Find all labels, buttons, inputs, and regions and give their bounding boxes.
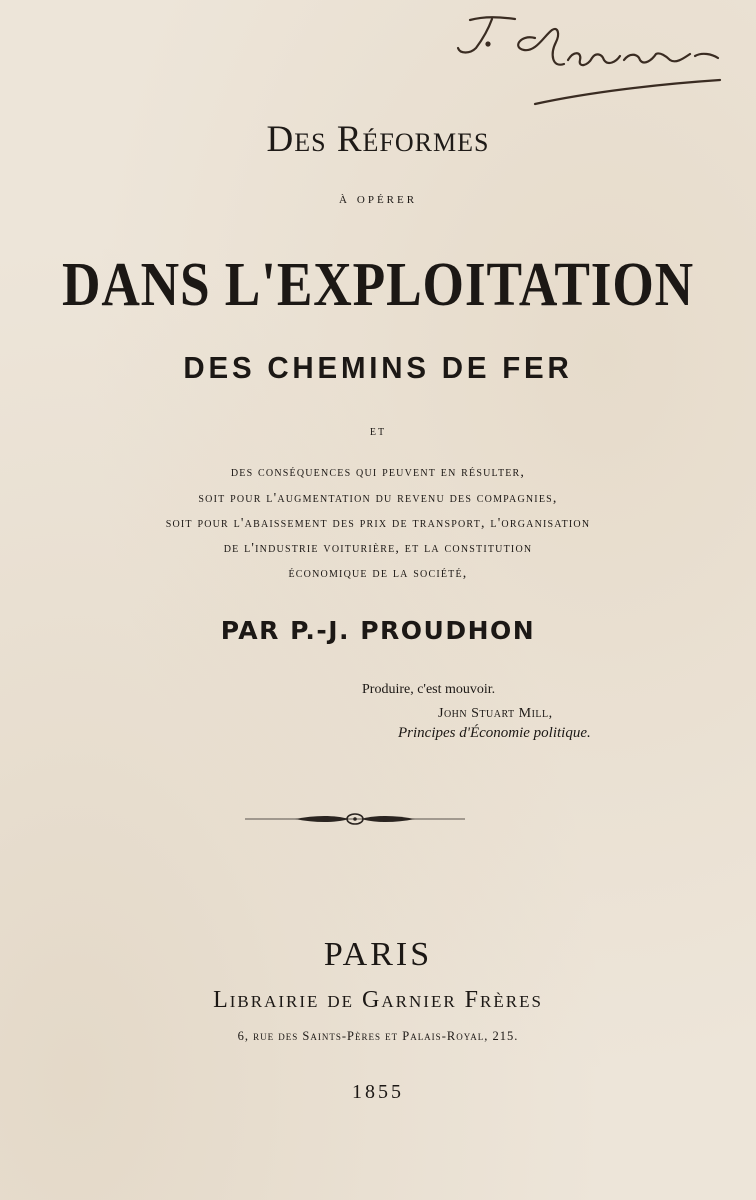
- epigraph-quote: Produire, c'est mouvoir.: [362, 682, 496, 697]
- imprint-year: 1855: [352, 1081, 404, 1103]
- epigraph-attribution-name: John Stuart Mill,: [438, 706, 553, 721]
- title-line-chemins-de-fer: DES CHEMINS DE FER: [183, 350, 573, 385]
- ornamental-rule: [245, 810, 465, 828]
- subtitle-line: de l'industrie voiturière, et la constitution: [223, 541, 533, 556]
- imprint-city: PARIS: [323, 936, 433, 973]
- subtitle-line: soit pour l'augmentation du revenu des compagnies,: [198, 491, 558, 506]
- title-line-a-operer: à opérer: [338, 190, 418, 207]
- imprint-publisher: Librairie de Garnier Frères: [213, 987, 543, 1013]
- subtitle-line: des conséquences qui peuvent en résulter,: [230, 465, 526, 480]
- epigraph-attribution-work: Principes d'Économie politique.: [398, 725, 591, 741]
- author-line: PAR P.-J. PROUDHON: [220, 616, 536, 645]
- title-line-exploitation: DANS L'EXPLOITATION: [61, 251, 695, 319]
- title-line-reformes: Des Réformes: [266, 119, 490, 160]
- handwritten-signature: [440, 8, 740, 118]
- subtitle-line: soit pour l'abaissement des prix de transport, l'organisation: [165, 516, 591, 531]
- title-conjunction: ET: [369, 427, 387, 438]
- subtitle-line: économique de la société,: [288, 566, 468, 581]
- imprint-address: 6, rue des Saints-Pères et Palais-Royal, 215.: [237, 1029, 519, 1043]
